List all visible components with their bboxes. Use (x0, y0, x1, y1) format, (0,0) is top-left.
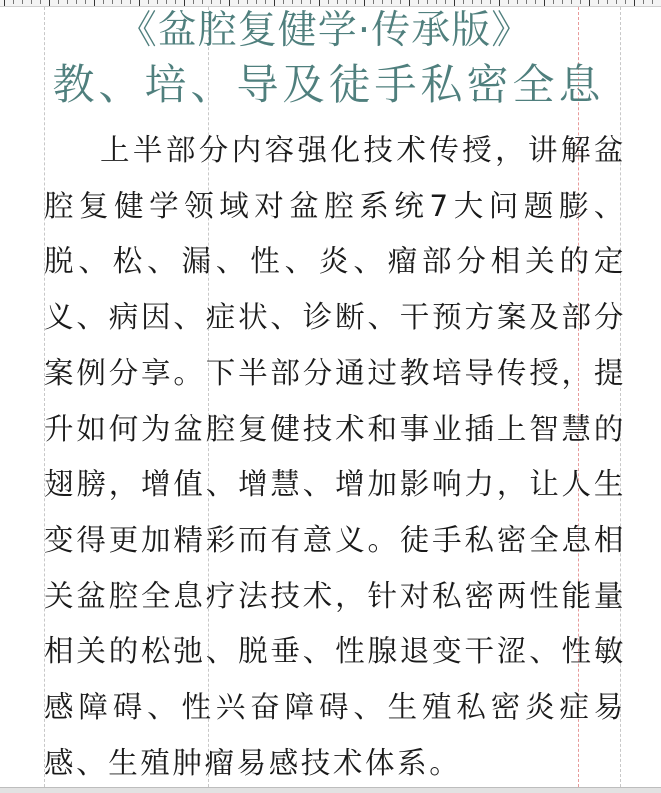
ruler-tick (22, 0, 23, 4)
ruler-tick (553, 0, 554, 4)
ruler-tick (211, 0, 212, 4)
document-body-paragraph: 上半部分内容强化技术传授，讲解盆腔复健学领域对盆腔系统7大问题膨、脱、松、漏、性、炎、瘤部分相关的定义、病因、症状、诊断、干预方案及部分案例分享。下半部分通过教培导传授，提升如何为盆腔复健技术和事业插上智慧的翅膀，增值、增慧、增加影响力，让人生变得更加精彩而有意义。徒手私密全息相关盆腔全息疗法技术，针对私密两性能量相关的松弛、脱垂、性腺退变干涩、性敏感障碍、性兴奋障碍、生殖私密炎症易感、生殖肿瘤易感技术体系。 (44, 133, 626, 780)
ruler-tick (436, 0, 437, 4)
ruler-tick (445, 0, 446, 4)
ruler-tick (220, 0, 221, 4)
ruler-tick (526, 0, 527, 4)
ruler-tick (85, 0, 86, 4)
ruler-tick (634, 0, 635, 6)
ruler-tick (535, 0, 536, 4)
ruler-tick (76, 0, 77, 4)
ruler-tick (571, 0, 572, 4)
ruler-tick (274, 0, 275, 6)
ruler-tick (364, 0, 365, 6)
ruler-tick (652, 0, 653, 4)
ruler-tick (157, 0, 158, 4)
ruler-tick (247, 0, 248, 4)
ruler-tick (310, 0, 311, 4)
ruler-tick (13, 0, 14, 4)
horizontal-ruler (0, 0, 661, 7)
ruler-tick (31, 0, 32, 4)
ruler-tick (67, 0, 68, 4)
ruler-tick (463, 0, 464, 4)
ruler-tick (148, 0, 149, 4)
ruler-tick (328, 0, 329, 4)
horizontal-scrollbar[interactable] (0, 787, 661, 793)
document-page (0, 7, 661, 787)
ruler-tick (166, 0, 167, 4)
ruler-tick (418, 0, 419, 4)
ruler-tick (112, 0, 113, 4)
ruler-tick (184, 0, 185, 6)
ruler-tick (193, 0, 194, 4)
ruler-tick (508, 0, 509, 4)
ruler-tick (319, 0, 320, 6)
ruler-tick (121, 0, 122, 4)
ruler-tick (373, 0, 374, 4)
ruler-tick (265, 0, 266, 4)
ruler-tick (625, 0, 626, 4)
ruler-tick (472, 0, 473, 4)
ruler-tick (58, 0, 59, 4)
ruler-tick (229, 0, 230, 6)
ruler-tick (544, 0, 545, 6)
ruler-tick (481, 0, 482, 4)
ruler-tick (202, 0, 203, 4)
ruler-tick (238, 0, 239, 4)
ruler-tick (301, 0, 302, 4)
ruler-tick (130, 0, 131, 4)
ruler-tick (355, 0, 356, 4)
document-title-line-2: 教、培、导及徒手私密全息 (52, 60, 605, 109)
ruler-tick (337, 0, 338, 4)
ruler-tick (256, 0, 257, 4)
ruler-tick (580, 0, 581, 4)
ruler-tick (427, 0, 428, 4)
ruler-tick (103, 0, 104, 4)
ruler-tick (598, 0, 599, 4)
ruler-tick (283, 0, 284, 4)
ruler-tick (409, 0, 410, 6)
ruler-tick (40, 0, 41, 4)
ruler-tick (499, 0, 500, 6)
document-title-line-1: 《盆腔复健学·传承版》 (117, 8, 532, 53)
ruler-tick (562, 0, 563, 4)
ruler-tick (292, 0, 293, 4)
ruler-tick (139, 0, 140, 6)
ruler-tick (175, 0, 176, 4)
ruler-tick (454, 0, 455, 6)
ruler-tick (4, 0, 5, 6)
ruler-tick (643, 0, 644, 4)
ruler-tick (391, 0, 392, 4)
ruler-tick (517, 0, 518, 4)
ruler-tick (589, 0, 590, 6)
ruler-tick (94, 0, 95, 6)
ruler-tick (616, 0, 617, 4)
ruler-tick (49, 0, 50, 6)
ruler-tick (607, 0, 608, 4)
ruler-tick (382, 0, 383, 4)
ruler-tick (400, 0, 401, 4)
ruler-tick (346, 0, 347, 4)
ruler-tick (490, 0, 491, 4)
